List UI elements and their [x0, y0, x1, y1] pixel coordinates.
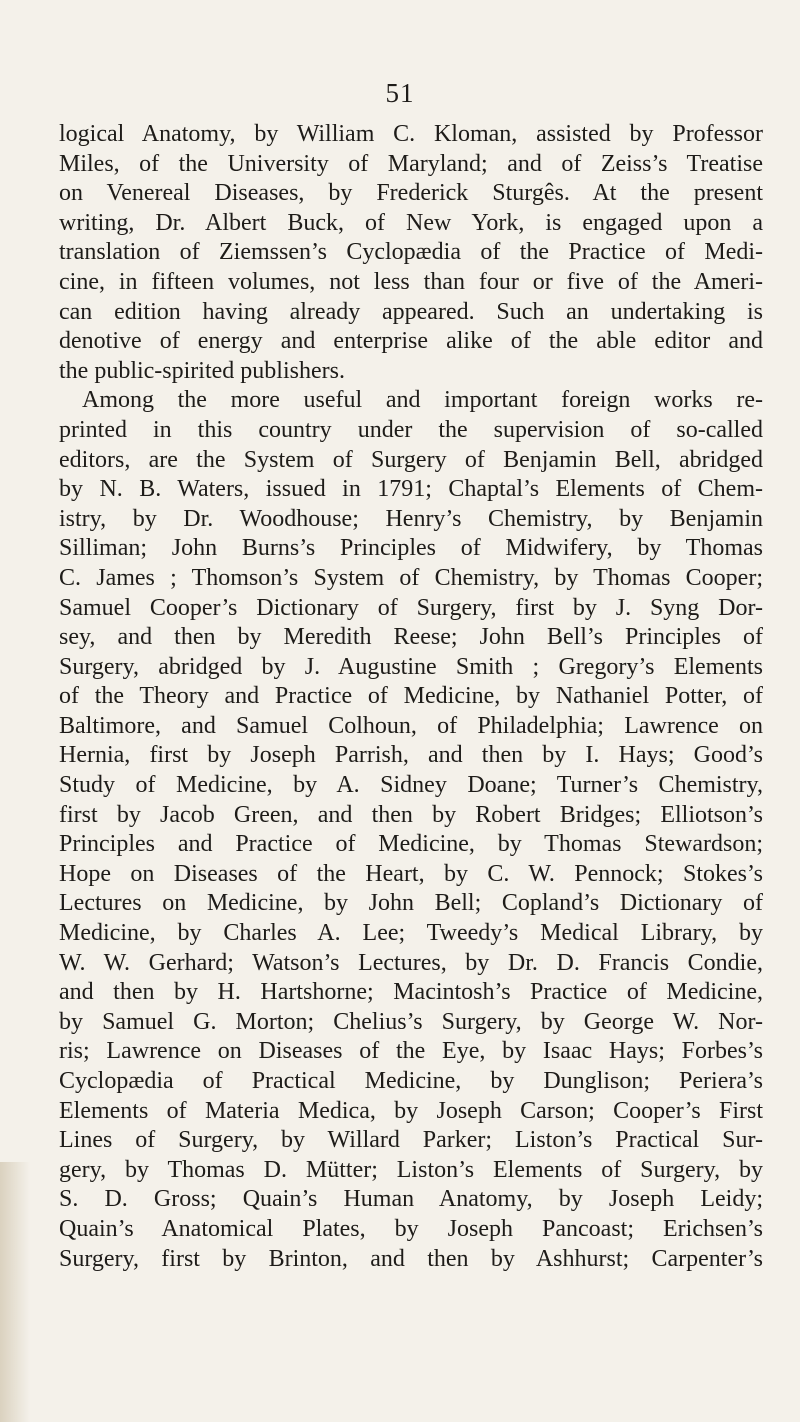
text-line: Hernia, first by Joseph Parrish, and then by I. Hays; Good’s	[59, 742, 763, 769]
text-line: Miles, of the University of Maryland; and of Zeiss’s Treatise	[59, 150, 763, 177]
page-edge-stain	[0, 1162, 30, 1422]
text-line: Elements of Materia Medica, by Joseph Carson; Cooper’s First	[59, 1097, 763, 1124]
text-line: can edition having already appeared. Such an undertaking is	[59, 298, 763, 325]
text-line: denotive of energy and enterprise alike of the able editor and	[59, 328, 763, 355]
body-text	[59, 120, 763, 1274]
text-line: and then by H. Hartshorne; Macintosh’s Practice of Medicine,	[59, 979, 763, 1006]
text-line: logical Anatomy, by William C. Kloman, assisted by Professor	[59, 121, 763, 147]
text-line: of the Theory and Practice of Medicine, by Nathaniel Potter, of	[59, 683, 763, 710]
text-line: by N. B. Waters, issued in 1791; Chaptal’s Elements of Chem-	[59, 476, 763, 503]
page-number: 51	[385, 78, 415, 108]
text-line: Baltimore, and Samuel Colhoun, of Philadelphia; Lawrence on	[59, 712, 763, 739]
text-line: Samuel Cooper’s Dictionary of Surgery, first by J. Syng Dor-	[59, 594, 763, 621]
text-line: Quain’s Anatomical Plates, by Joseph Pancoast; Erichsen’s	[59, 1215, 763, 1242]
text-line: istry, by Dr. Woodhouse; Henry’s Chemistry, by Benjamin	[59, 505, 763, 532]
text-line: Among the more useful and important foreign works re-	[82, 387, 763, 414]
text-line: sey, and then by Meredith Reese; John Bell’s Principles of	[59, 624, 763, 651]
text-line: Surgery, abridged by J. Augustine Smith ; Gregory’s Elements	[59, 653, 763, 680]
text-line: Hope on Diseases of the Heart, by C. W. Pennock; Stokes’s	[59, 860, 763, 887]
text-line: editors, are the System of Surgery of Benjamin Bell, abridged	[59, 446, 763, 473]
text-line: translation of Ziemssen’s Cyclopædia of the Practice of Medi-	[59, 239, 763, 266]
text-line: Lectures on Medicine, by John Bell; Copland’s Dictionary of	[59, 890, 763, 917]
text-line: Medicine, by Charles A. Lee; Tweedy’s Medical Library, by	[59, 920, 763, 947]
text-line: Principles and Practice of Medicine, by Thomas Stewardson;	[59, 831, 763, 858]
text-line: on Venereal Diseases, by Frederick Sturgês. At the present	[59, 180, 763, 207]
text-line: the public-spirited publishers.	[59, 357, 345, 384]
text-line: C. James ; Thomson’s System of Chemistry, by Thomas Cooper;	[59, 564, 763, 591]
text-line: printed in this country under the supervision of so-called	[59, 416, 763, 443]
text-line: Study of Medicine, by A. Sidney Doane; Turner’s Chemistry,	[59, 772, 763, 799]
text-line: W. W. Gerhard; Watson’s Lectures, by Dr. D. Francis Condie,	[59, 949, 763, 976]
text-line: cine, in fifteen volumes, not less than four or five of the Ameri-	[59, 268, 763, 295]
text-line: gery, by Thomas D. Mütter; Liston’s Elements of Surgery, by	[59, 1156, 763, 1183]
text-line: writing, Dr. Albert Buck, of New York, is engaged upon a	[59, 209, 763, 236]
text-line: Cyclopædia of Practical Medicine, by Dunglison; Periera’s	[59, 1068, 763, 1094]
text-line: Silliman; John Burns’s Principles of Midwifery, by Thomas	[59, 535, 763, 562]
text-line: S. D. Gross; Quain’s Human Anatomy, by Joseph Leidy;	[59, 1186, 763, 1213]
text-line: first by Jacob Green, and then by Robert Bridges; Elliotson’s	[59, 801, 763, 828]
text-line: by Samuel G. Morton; Chelius’s Surgery, by George W. Nor-	[59, 1008, 763, 1035]
text-line: Surgery, first by Brinton, and then by Ashhurst; Carpenter’s	[59, 1245, 763, 1272]
text-line: Lines of Surgery, by Willard Parker; Liston’s Practical Sur-	[59, 1127, 763, 1154]
text-line: ris; Lawrence on Diseases of the Eye, by Isaac Hays; Forbes’s	[59, 1038, 763, 1065]
